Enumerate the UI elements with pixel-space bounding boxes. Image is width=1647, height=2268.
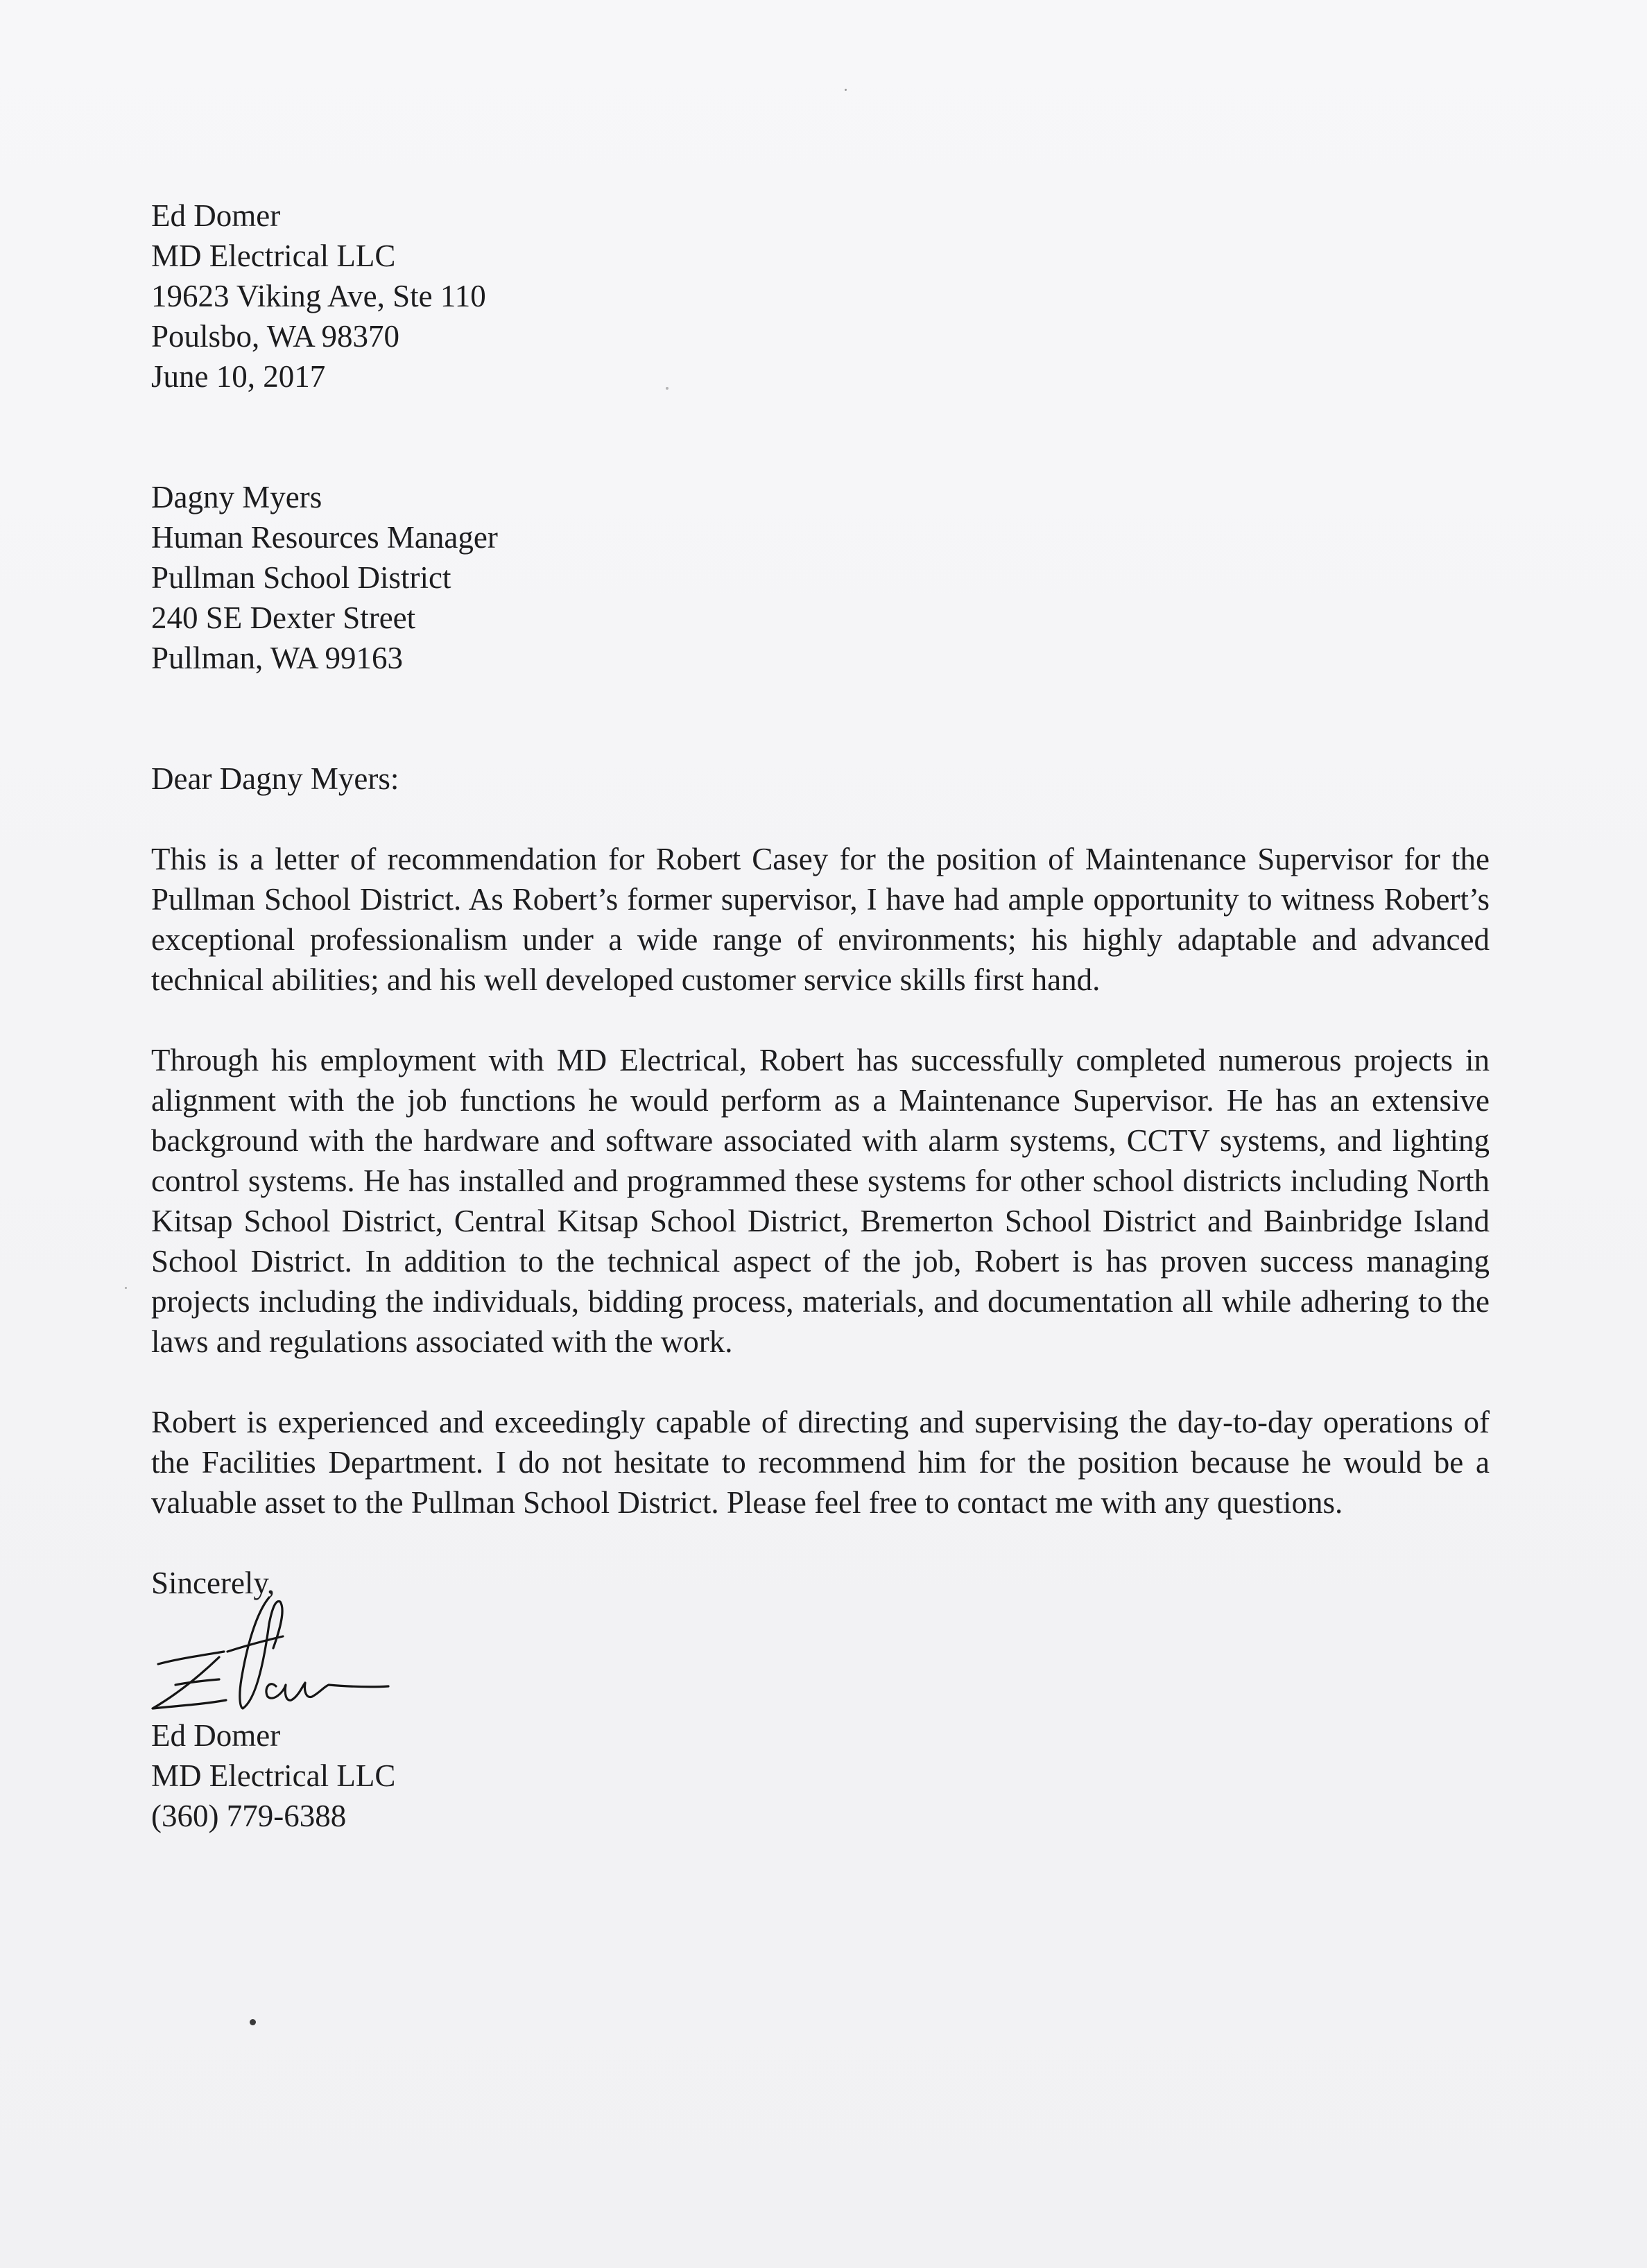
signer-phone: (360) 779-6388 (151, 1799, 347, 1833)
recipient-organization: Pullman School District (151, 560, 451, 595)
signer-company: MD Electrical LLC (151, 1758, 396, 1793)
scan-speck (250, 2019, 256, 2025)
scan-speck (125, 1287, 127, 1289)
sender-street: 19623 Viking Ave, Ste 110 (151, 279, 486, 313)
sender-name: Ed Domer (151, 198, 281, 233)
body-paragraph-1: This is a letter of recommendation for Robert Casey for the position of Maintenance Supervisor for the Pullman School District. As Robert’s former supervisor, I have had ample opportunity to witness Robert’s exceptional professionalism under a wide range of environments; his highly adaptable and advanced technical abilities; and his well developed customer service skills first hand. (151, 842, 1490, 997)
signer-name: Ed Domer (151, 1718, 281, 1753)
sender-company: MD Electrical LLC (151, 239, 396, 273)
handwritten-signature (137, 1582, 401, 1721)
recipient-street: 240 SE Dexter Street (151, 600, 416, 635)
recipient-name: Dagny Myers (151, 480, 322, 514)
sender-address-block (151, 196, 1490, 397)
recipient-city: Pullman, WA 99163 (151, 641, 403, 675)
body-paragraph-2: Through his employment with MD Electrical, Robert has successfully completed numerous projects in alignment with the job functions he would perform as a Maintenance Supervisor. He has an extensive background with the hardware and software associated with alarm systems, CCTV systems, and lighting control systems. He has installed and programmed these systems for other school districts including North Kitsap School District, Central Kitsap School District, Bremerton School District and Bainbridge Island School District. In addition to the technical aspect of the job, Robert is has proven success managing projects including the individuals, bidding process, materials, and documentation all while adhering to the laws and regulations associated with the work. (151, 1043, 1490, 1359)
salutation: Dear Dagny Myers: (151, 761, 399, 796)
signature-block (151, 1715, 1490, 1836)
sender-city: Poulsbo, WA 98370 (151, 319, 399, 354)
body-paragraph-3: Robert is experienced and exceedingly capable of directing and supervising the day-to-day operations of the Facilities Department. I do not hesitate to recommend him for the position because he would be a valuable asset to the Pullman School District. Please feel free to contact me with any questions. (151, 1405, 1490, 1520)
letter-body (151, 196, 1490, 1836)
closing: Sincerely, (151, 1566, 275, 1600)
letter-date: June 10, 2017 (151, 359, 326, 394)
scan-speck (666, 387, 669, 390)
recipient-title: Human Resources Manager (151, 520, 498, 555)
scan-speck (845, 89, 847, 91)
recipient-address-block (151, 477, 1490, 678)
